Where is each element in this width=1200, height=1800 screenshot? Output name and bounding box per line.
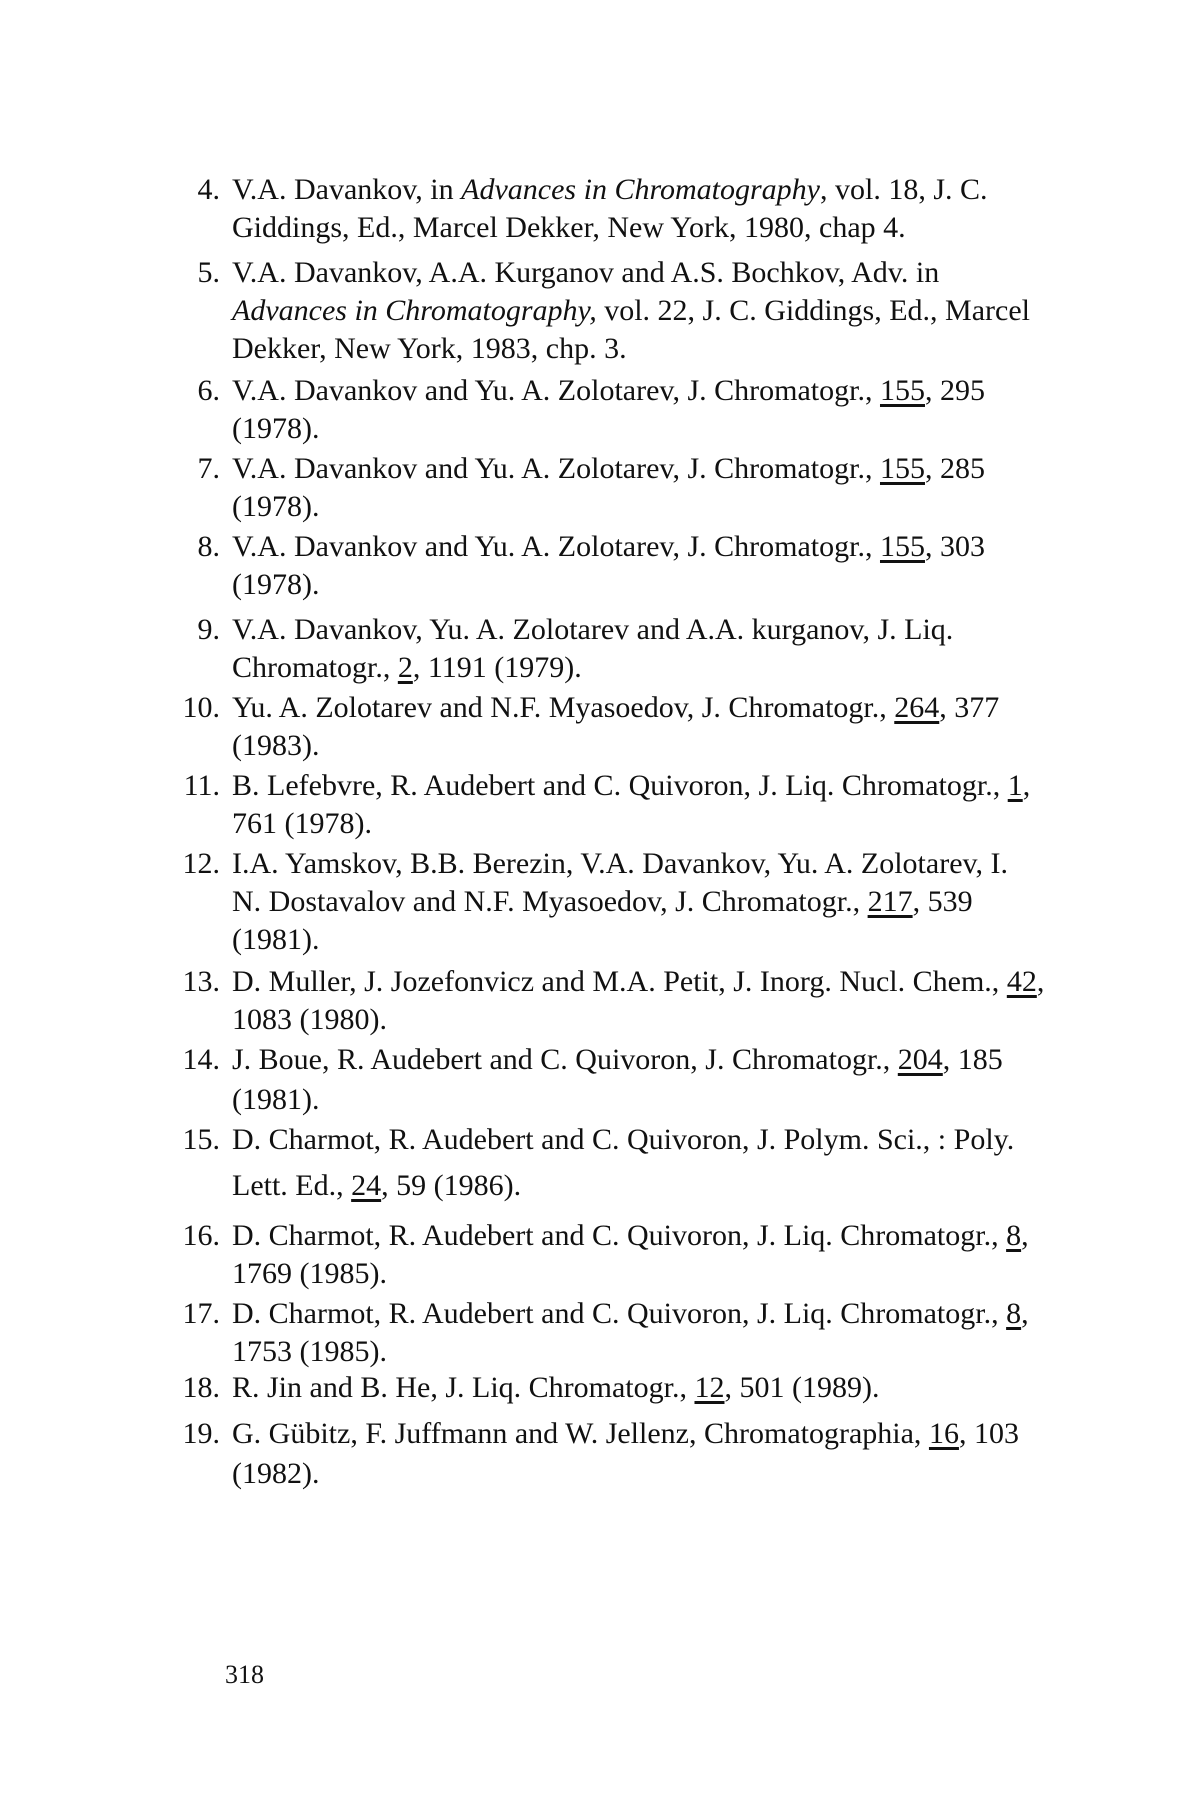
reference-number: 19. xyxy=(182,1417,220,1450)
reference-number: 17. xyxy=(182,1297,220,1330)
reference-line xyxy=(232,1256,387,1292)
reference-text: D. Charmot, R. Audebert and C. Quivoron, J. Liq. Chromatogr., xyxy=(232,1297,1007,1330)
reference-line xyxy=(232,1456,319,1492)
reference-line xyxy=(232,1082,319,1118)
reference-line xyxy=(232,489,319,525)
reference-text: 1083 (1980). xyxy=(232,1003,387,1036)
volume-number: 155 xyxy=(879,530,925,563)
volume-number: 16 xyxy=(928,1417,959,1450)
reference-text: , 501 (1989). xyxy=(724,1371,880,1404)
reference-number: 14. xyxy=(182,1043,220,1076)
reference-text: 761 (1978). xyxy=(232,807,372,840)
reference-line xyxy=(232,1002,387,1038)
volume-number: 8 xyxy=(1006,1219,1022,1252)
reference-number: 7. xyxy=(197,452,220,485)
volume-number: 2 xyxy=(397,651,413,684)
reference-number: 11. xyxy=(183,769,220,802)
journal-title: Advances in Chromatography xyxy=(461,173,820,206)
reference-text: Lett. Ed., xyxy=(232,1169,352,1202)
reference-text: , 377 xyxy=(939,691,1000,724)
reference-text: , 59 (1986). xyxy=(381,1169,522,1202)
journal-title: Advances in Chromatography, xyxy=(232,294,597,327)
reference-text: , 303 xyxy=(924,530,985,563)
reference-number: 4. xyxy=(197,173,220,206)
reference-line xyxy=(232,529,985,565)
reference-line xyxy=(232,1168,521,1204)
reference-text: , xyxy=(1021,1297,1029,1330)
reference-text: , 539 xyxy=(912,885,973,918)
reference-line xyxy=(232,846,1008,882)
reference-text: V.A. Davankov, in xyxy=(232,173,462,206)
reference-text: V.A. Davankov and Yu. A. Zolotarev, J. Chromatogr., xyxy=(232,530,880,563)
reference-line xyxy=(232,373,985,409)
reference-text: V.A. Davankov, Yu. A. Zolotarev and A.A. kurganov, J. Liq. xyxy=(232,613,954,646)
reference-text: vol. 22, J. C. Giddings, Ed., Marcel xyxy=(596,294,1030,327)
reference-line xyxy=(232,1296,1029,1332)
reference-number: 12. xyxy=(182,847,220,880)
reference-line xyxy=(232,567,319,603)
reference-line xyxy=(232,1334,387,1370)
reference-text: (1978). xyxy=(232,490,320,523)
reference-text: D. Charmot, R. Audebert and C. Quivoron, J. Liq. Chromatogr., xyxy=(232,1219,1007,1252)
volume-number: 42 xyxy=(1006,965,1037,998)
reference-line xyxy=(232,884,973,920)
reference-line xyxy=(232,1370,879,1406)
reference-text: I.A. Yamskov, B.B. Berezin, V.A. Davankov, Yu. A. Zolotarev, I. xyxy=(232,847,1009,880)
reference-line xyxy=(232,1416,1019,1452)
reference-text: Chromatogr., xyxy=(232,651,398,684)
reference-text: (1978). xyxy=(232,412,320,445)
reference-text: (1978). xyxy=(232,568,320,601)
reference-text: , xyxy=(1022,769,1031,802)
reference-text: J. Boue, R. Audebert and C. Quivoron, J. Chromatogr., xyxy=(232,1043,898,1076)
reference-line xyxy=(232,411,319,447)
reference-text: D. Charmot, R. Audebert and C. Quivoron, J. Polym. Sci., : Poly. xyxy=(232,1123,1015,1156)
reference-line xyxy=(232,210,906,246)
reference-text: , xyxy=(1036,965,1045,998)
volume-number: 1 xyxy=(1007,769,1023,802)
volume-number: 155 xyxy=(879,452,925,485)
volume-number: 12 xyxy=(694,1371,725,1404)
reference-text: R. Jin and B. He, J. Liq. Chromatogr., xyxy=(232,1371,695,1404)
reference-text: V.A. Davankov and Yu. A. Zolotarev, J. Chromatogr., xyxy=(232,374,880,407)
reference-text: G. Gübitz, F. Juffmann and W. Jellenz, Chromatographia, xyxy=(232,1417,929,1450)
reference-text: 1753 (1985). xyxy=(232,1335,387,1368)
reference-text: Giddings, Ed., Marcel Dekker, New York, 1980, chap 4. xyxy=(232,211,906,244)
reference-line xyxy=(232,964,1044,1000)
reference-line xyxy=(232,293,1030,329)
reference-line xyxy=(232,1042,1003,1078)
reference-number: 6. xyxy=(197,374,220,407)
reference-line xyxy=(232,612,953,648)
reference-line xyxy=(232,690,999,726)
reference-text: , xyxy=(1021,1219,1029,1252)
reference-line xyxy=(232,768,1030,804)
reference-text: B. Lefebvre, R. Audebert and C. Quivoron, J. Liq. Chromatogr., xyxy=(232,769,1008,802)
reference-text: , 285 xyxy=(924,452,985,485)
reference-text: , 295 xyxy=(924,374,985,407)
reference-line xyxy=(232,255,939,291)
volume-number: 264 xyxy=(894,691,940,724)
reference-line xyxy=(232,728,319,764)
reference-line xyxy=(232,1218,1029,1254)
reference-number: 8. xyxy=(197,530,220,563)
reference-text: D. Muller, J. Jozefonvicz and M.A. Petit, J. Inorg. Nucl. Chem., xyxy=(232,965,1007,998)
reference-text: 1769 (1985). xyxy=(232,1257,387,1290)
reference-number: 18. xyxy=(182,1371,220,1404)
reference-number: 5. xyxy=(197,256,220,289)
reference-text: , 185 xyxy=(942,1043,1003,1076)
reference-text: (1981). xyxy=(232,923,320,956)
reference-text: (1981). xyxy=(232,1083,320,1116)
reference-number: 10. xyxy=(182,691,220,724)
reference-line xyxy=(232,1122,1014,1158)
volume-number: 217 xyxy=(867,885,913,918)
reference-number: 9. xyxy=(197,613,220,646)
volume-number: 8 xyxy=(1006,1297,1022,1330)
reference-number: 13. xyxy=(182,965,220,998)
reference-text: Yu. A. Zolotarev and N.F. Myasoedov, J. Chromatogr., xyxy=(232,691,895,724)
reference-line xyxy=(232,806,372,842)
reference-line xyxy=(232,451,985,487)
volume-number: 155 xyxy=(879,374,925,407)
reference-text: V.A. Davankov and Yu. A. Zolotarev, J. Chromatogr., xyxy=(232,452,880,485)
volume-number: 24 xyxy=(351,1169,382,1202)
reference-text: , 103 xyxy=(958,1417,1019,1450)
reference-number: 15. xyxy=(182,1123,220,1156)
reference-line xyxy=(232,172,988,208)
reference-text: (1983). xyxy=(232,729,320,762)
reference-line xyxy=(232,331,627,367)
reference-text: N. Dostavalov and N.F. Myasoedov, J. Chromatogr., xyxy=(232,885,868,918)
page-number: 318 xyxy=(225,1660,264,1689)
reference-text: V.A. Davankov, A.A. Kurganov and A.S. Bochkov, Adv. in xyxy=(232,256,940,289)
reference-text: (1982). xyxy=(232,1457,320,1490)
reference-text: , vol. 18, J. C. xyxy=(820,173,988,206)
reference-line xyxy=(232,650,582,686)
reference-line xyxy=(232,922,319,958)
reference-number: 16. xyxy=(182,1219,220,1252)
reference-text: Dekker, New York, 1983, chp. 3. xyxy=(232,332,627,365)
volume-number: 204 xyxy=(897,1043,943,1076)
reference-text: , 1191 (1979). xyxy=(412,651,582,684)
